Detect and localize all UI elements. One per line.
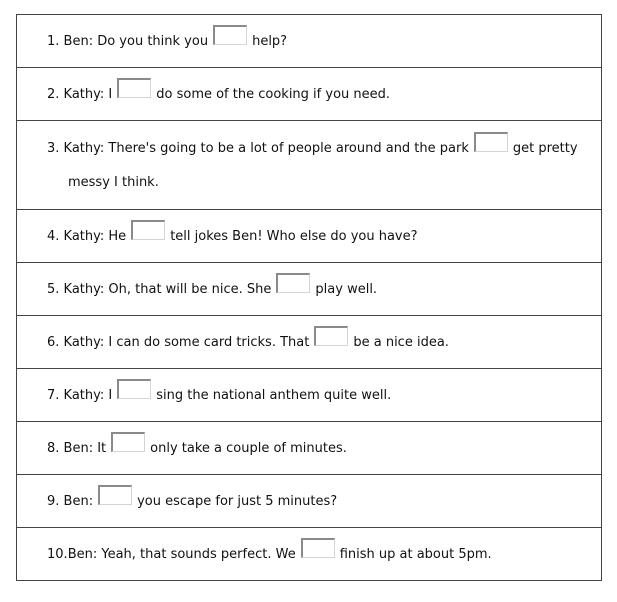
question-row-4	[16, 210, 602, 263]
answer-input-5[interactable]	[276, 273, 310, 293]
question-number: 5.	[47, 281, 60, 297]
question-text-before: Ben: Yeah, that sounds perfect. We	[67, 546, 296, 562]
question-text-after: finish up at about 5pm.	[339, 546, 492, 562]
question-number: 6.	[47, 334, 60, 350]
answer-input-7[interactable]	[117, 379, 151, 399]
question-number: 4.	[47, 228, 60, 244]
question-text-before: Kathy: Oh, that will be nice. She	[63, 281, 272, 297]
question-text-after: be a nice idea.	[353, 334, 449, 350]
question-text-before: Kathy: I can do some card tricks. That	[63, 334, 310, 350]
question-text-before: Ben: Do you think you	[63, 33, 209, 49]
question-line-2	[47, 165, 595, 199]
question-text-after: get pretty	[512, 140, 578, 156]
question-text-after: sing the national anthem quite well.	[156, 387, 392, 403]
question-text-after: only take a couple of minutes.	[150, 440, 347, 456]
question-text-after: do some of the cooking if you need.	[156, 86, 391, 102]
question-number: 2.	[47, 86, 60, 102]
question-text-before: Kathy: I	[63, 387, 113, 403]
question-number: 9.	[47, 493, 60, 509]
question-text-after: help?	[252, 33, 288, 49]
question-text-continued: messy I think.	[68, 174, 159, 190]
answer-input-8[interactable]	[111, 432, 145, 452]
question-row-9	[16, 475, 602, 528]
question-row-1	[16, 15, 602, 68]
question-text-before: Kathy: There's going to be a lot of people around and the park	[63, 140, 469, 156]
question-number: 1.	[47, 33, 60, 49]
answer-input-9[interactable]	[98, 485, 132, 505]
question-text-after: play well.	[315, 281, 378, 297]
question-row-5	[16, 263, 602, 316]
answer-input-4[interactable]	[131, 220, 165, 240]
question-row-10	[16, 528, 602, 581]
fill-in-the-blank-exercise	[16, 14, 602, 581]
answer-input-3[interactable]	[474, 132, 508, 152]
answer-input-10[interactable]	[301, 538, 335, 558]
question-row-7	[16, 369, 602, 422]
question-number: 8.	[47, 440, 60, 456]
question-line-1	[47, 131, 595, 165]
question-number: 3.	[47, 140, 60, 156]
answer-input-1[interactable]	[213, 25, 247, 45]
question-number: 10.	[47, 546, 68, 562]
question-number: 7.	[47, 387, 60, 403]
question-text-before: Kathy: He	[63, 228, 127, 244]
question-row-6	[16, 316, 602, 369]
answer-input-6[interactable]	[314, 326, 348, 346]
question-row-8	[16, 422, 602, 475]
question-text-before: Ben:	[63, 493, 94, 509]
question-text-before: Kathy: I	[63, 86, 113, 102]
question-row-3	[16, 121, 602, 210]
question-text-before: Ben: It	[63, 440, 107, 456]
answer-input-2[interactable]	[117, 78, 151, 98]
question-text-after: you escape for just 5 minutes?	[137, 493, 338, 509]
question-text-after: tell jokes Ben! Who else do you have?	[170, 228, 418, 244]
question-row-2	[16, 68, 602, 121]
